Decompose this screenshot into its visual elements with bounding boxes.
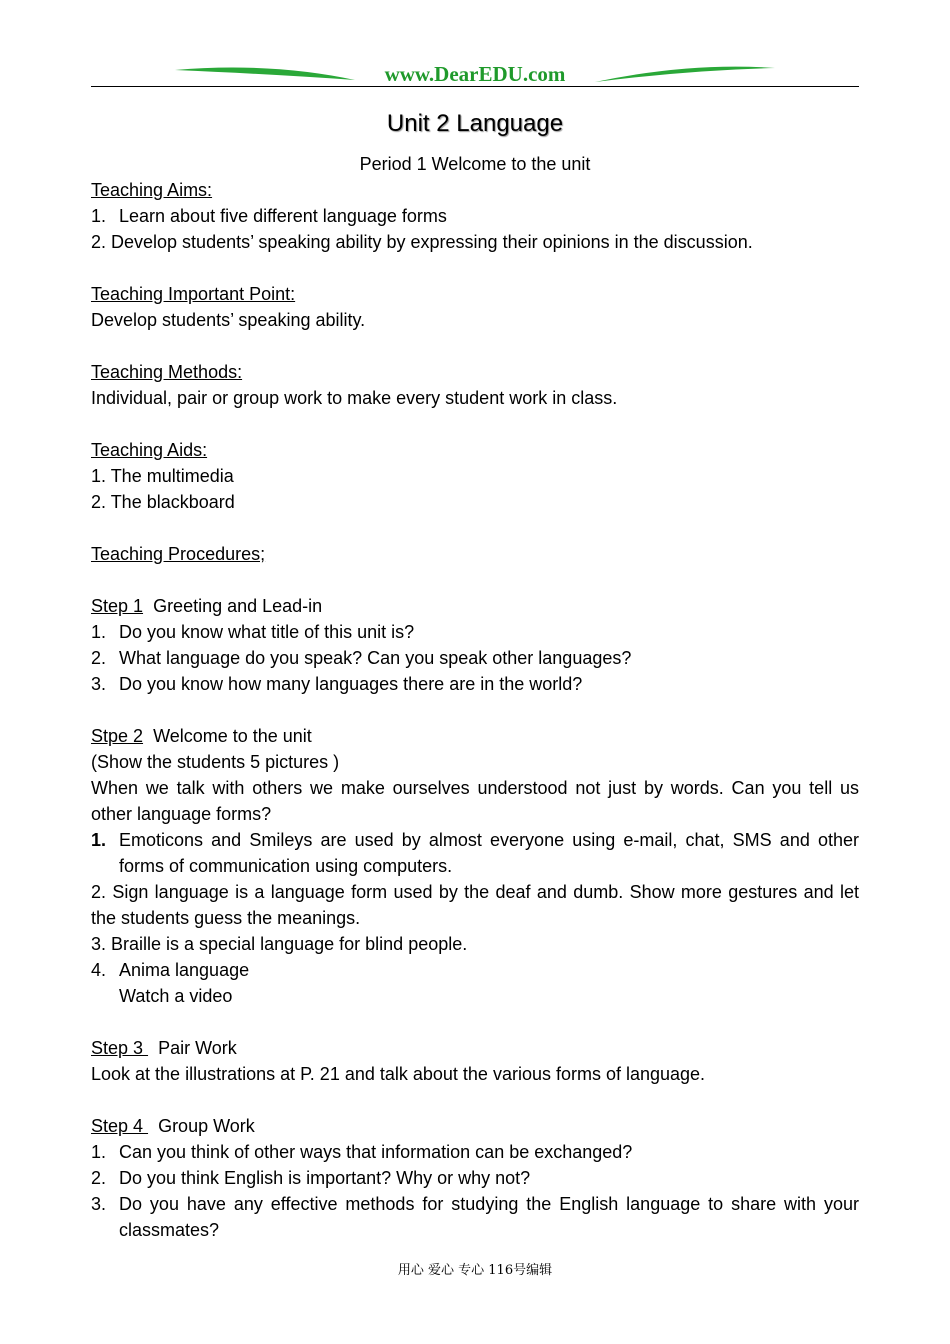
period-subtitle: Period 1 Welcome to the unit (359, 154, 591, 174)
page-footer: 用心 爱心 专心 116号编辑 (397, 1263, 553, 1278)
item-number: 1. (91, 1142, 107, 1162)
important-heading: Teaching Important Point: (91, 284, 296, 304)
methods-heading: Teaching Methods: (91, 362, 243, 382)
item-text: Do you know how many languages there are in the world? (119, 674, 583, 694)
step-title: Greeting and Lead-in (153, 596, 323, 616)
item-text: Do you think English is important? Why or why not? (119, 1168, 531, 1188)
item-text: Learn about five different language forms (119, 206, 447, 226)
item-text: Do you have any effective methods for studying the English language to share with your classmates? (119, 1194, 859, 1240)
step4-heading (91, 1113, 859, 1139)
logo-text: www.DearEDU.com (384, 62, 566, 86)
list-item (91, 1165, 859, 1191)
item-number: 4. (91, 960, 107, 980)
item-number: 3. (91, 674, 107, 694)
step-title: Pair Work (158, 1038, 237, 1058)
step-label: Step 1 (91, 596, 144, 616)
step2-intro: When we talk with others we make ourselves understood not just by words. Can you tell us other language forms? (91, 778, 859, 824)
step2-heading (91, 723, 859, 749)
step-label: Step 4 (91, 1116, 149, 1136)
step3-heading (91, 1035, 859, 1061)
item-text: Can you think of other ways that information can be exchanged? (119, 1142, 633, 1162)
step-label: Step 3 (91, 1038, 149, 1058)
aids-heading: Teaching Aids: (91, 440, 208, 460)
list-item (91, 1139, 859, 1165)
dearedu-logo (170, 60, 780, 92)
list-item: 1. The multimedia (91, 466, 234, 486)
step-title: Welcome to the unit (153, 726, 312, 746)
step1-heading (91, 593, 859, 619)
list-item (91, 619, 859, 645)
item-text: Do you know what title of this unit is? (119, 622, 415, 642)
list-item: 2. Develop students’ speaking ability by expressing their opinions in the discussion. (91, 232, 753, 252)
header-rule (91, 86, 859, 87)
list-item (91, 645, 859, 671)
item-number: 1. (91, 622, 107, 642)
item-number: 2. (91, 1168, 107, 1188)
step3-text: Look at the illustrations at P. 21 and talk about the various forms of language. (91, 1064, 706, 1084)
item-number: 1. (91, 830, 107, 850)
step2-show: (Show the students 5 pictures ) (91, 752, 340, 772)
item-number: 1. (91, 206, 107, 226)
item-text: Emoticons and Smileys are used by almost everyone using e-mail, chat, SMS and other forms of communication using computers. (119, 830, 859, 876)
item-number: 3. (91, 1194, 107, 1214)
list-item (91, 1191, 859, 1243)
list-item (91, 827, 859, 879)
methods-text: Individual, pair or group work to make every student work in class. (91, 388, 618, 408)
step-title: Group Work (158, 1116, 255, 1136)
document-body (91, 151, 859, 1243)
item-number: 2. (91, 648, 107, 668)
important-text: Develop students’ speaking ability. (91, 310, 366, 330)
list-item (91, 671, 859, 697)
list-item: 3. Braille is a special language for blind people. (91, 934, 468, 954)
item-subtext: Watch a video (119, 986, 233, 1006)
procedures-heading: Teaching Procedures; (91, 544, 266, 564)
item-text: Anima language (119, 960, 250, 980)
aims-heading: Teaching Aims: (91, 180, 213, 200)
list-item: 2. The blackboard (91, 492, 235, 512)
step-label: Stpe 2 (91, 726, 144, 746)
page-title: Unit 2 Language (386, 110, 564, 137)
item-text: What language do you speak? Can you speak other languages? (119, 648, 632, 668)
list-item (91, 957, 859, 1009)
list-item: 2. Sign language is a language form used by the deaf and dumb. Show more gestures and let the students guess the meanings. (91, 882, 859, 928)
list-item (91, 203, 859, 229)
